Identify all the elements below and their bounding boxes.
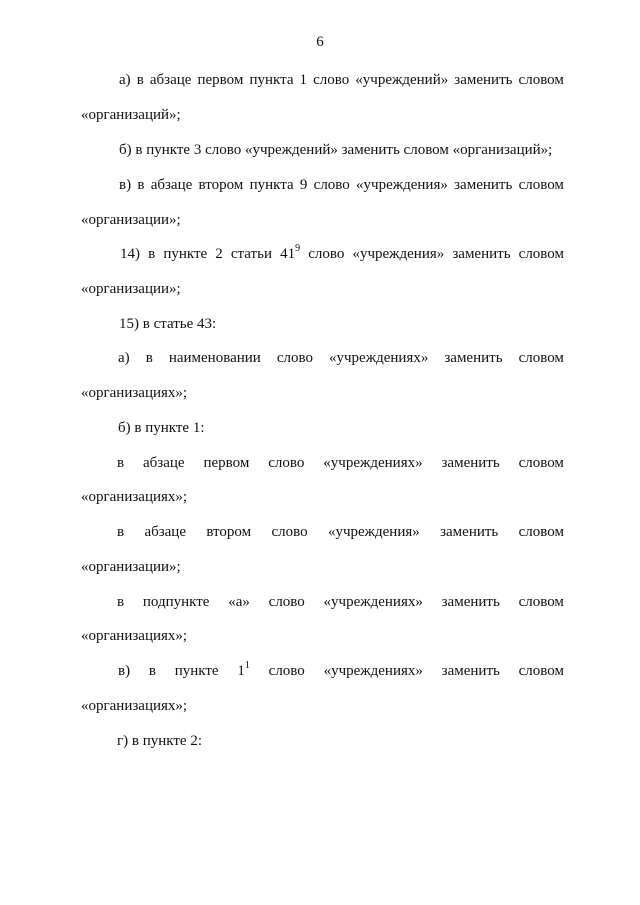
word: заменить	[440, 524, 499, 540]
word: абзаце	[144, 524, 186, 540]
word: в	[136, 72, 144, 88]
word: «а»	[228, 594, 250, 610]
paragraph-b2-2-line	[117, 523, 564, 541]
paragraph-14-continuation: «организации»;	[81, 281, 181, 297]
word: словом	[518, 72, 564, 88]
point-superscript: 1	[244, 660, 250, 671]
word: «учреждений»	[355, 72, 449, 88]
word: в	[145, 350, 153, 366]
word: в	[117, 524, 125, 540]
word: в	[137, 177, 145, 193]
word: слово	[268, 594, 305, 610]
word: слово	[313, 72, 350, 88]
word: «учреждениях»	[323, 594, 423, 610]
word: слово	[271, 524, 308, 540]
word: словом	[518, 455, 564, 471]
word: первом	[203, 455, 250, 471]
paragraph-a1-continuation: «организаций»;	[81, 107, 181, 123]
word: слово	[276, 350, 313, 366]
word: «учреждения»	[352, 246, 445, 262]
word: пункте	[163, 246, 208, 262]
word: в	[148, 246, 156, 262]
word: словом	[518, 594, 564, 610]
word: заменить	[454, 177, 513, 193]
item-number: 14)	[120, 246, 140, 262]
word: заменить	[441, 594, 500, 610]
paragraph-14-line	[120, 245, 564, 263]
article-superscript: 9	[295, 243, 301, 254]
word: 2	[215, 246, 223, 262]
word: в	[117, 455, 125, 471]
word: пункта	[249, 177, 294, 193]
word: словом	[518, 350, 564, 366]
word: словом	[518, 177, 564, 193]
word: словом	[518, 246, 564, 262]
word: а)	[119, 72, 131, 88]
word: заменить	[444, 350, 503, 366]
word: слово	[308, 246, 345, 262]
word: «учреждениях»	[323, 455, 423, 471]
word: в)	[119, 177, 132, 193]
paragraph-v2-continuation: «организациях»;	[81, 698, 188, 714]
word: подпункте	[142, 594, 210, 610]
word: а)	[118, 350, 130, 366]
word: первом	[197, 72, 244, 88]
word: «учреждениях»	[323, 663, 423, 679]
paragraph-b2-1-line	[117, 454, 564, 472]
paragraph-g2: г) в пункте 2:	[117, 733, 203, 749]
word: «учреждения»	[356, 177, 448, 193]
paragraph-a1-line	[119, 71, 564, 89]
word: в	[148, 663, 156, 679]
word: втором	[206, 524, 252, 540]
paragraph-b2-1-continuation: «организациях»;	[81, 489, 188, 505]
word: 1	[299, 72, 308, 88]
word: в	[117, 594, 125, 610]
word: слово	[268, 455, 305, 471]
paragraph-v1-line	[119, 176, 564, 194]
word: словом	[518, 524, 564, 540]
paragraph-b2-3-line	[117, 593, 564, 611]
word: абзаце	[150, 177, 193, 193]
word: слово	[268, 663, 305, 679]
paragraph-a2-continuation: «организациях»;	[81, 385, 188, 401]
paragraph-b2-2-continuation: «организации»;	[81, 559, 181, 575]
paragraph-15: 15) в статье 43:	[119, 316, 217, 332]
paragraph-b2: б) в пункте 1:	[118, 420, 205, 436]
word: абзаце	[143, 455, 185, 471]
paragraph-v1-continuation: «организации»;	[81, 212, 181, 228]
word: в)	[118, 663, 131, 679]
word: пункте	[174, 663, 219, 679]
paragraph-a2-line	[118, 349, 564, 367]
paragraph-b2-3-continuation: «организациях»;	[81, 628, 188, 644]
word: статьи	[230, 246, 272, 262]
point-number	[237, 662, 250, 680]
word: 9	[299, 177, 308, 193]
page-number: 6	[316, 34, 324, 50]
word: заменить	[454, 72, 513, 88]
paragraph-b1: б) в пункте 3 слово «учреждений» заменить словом «организаций»;	[119, 142, 553, 158]
article-base: 41	[280, 246, 296, 262]
paragraph-v2-line	[118, 662, 564, 680]
word: «учреждения»	[327, 524, 420, 540]
article-number	[280, 245, 300, 263]
word: пункта	[249, 72, 294, 88]
word: словом	[518, 663, 564, 679]
word: заменить	[441, 455, 500, 471]
word: «учреждениях»	[329, 350, 429, 366]
point-base: 1	[237, 663, 245, 679]
word: слово	[313, 177, 350, 193]
word: заменить	[441, 663, 500, 679]
word: абзаце	[149, 72, 192, 88]
word: втором	[198, 177, 244, 193]
word: заменить	[452, 246, 511, 262]
word: наименовании	[168, 350, 261, 366]
